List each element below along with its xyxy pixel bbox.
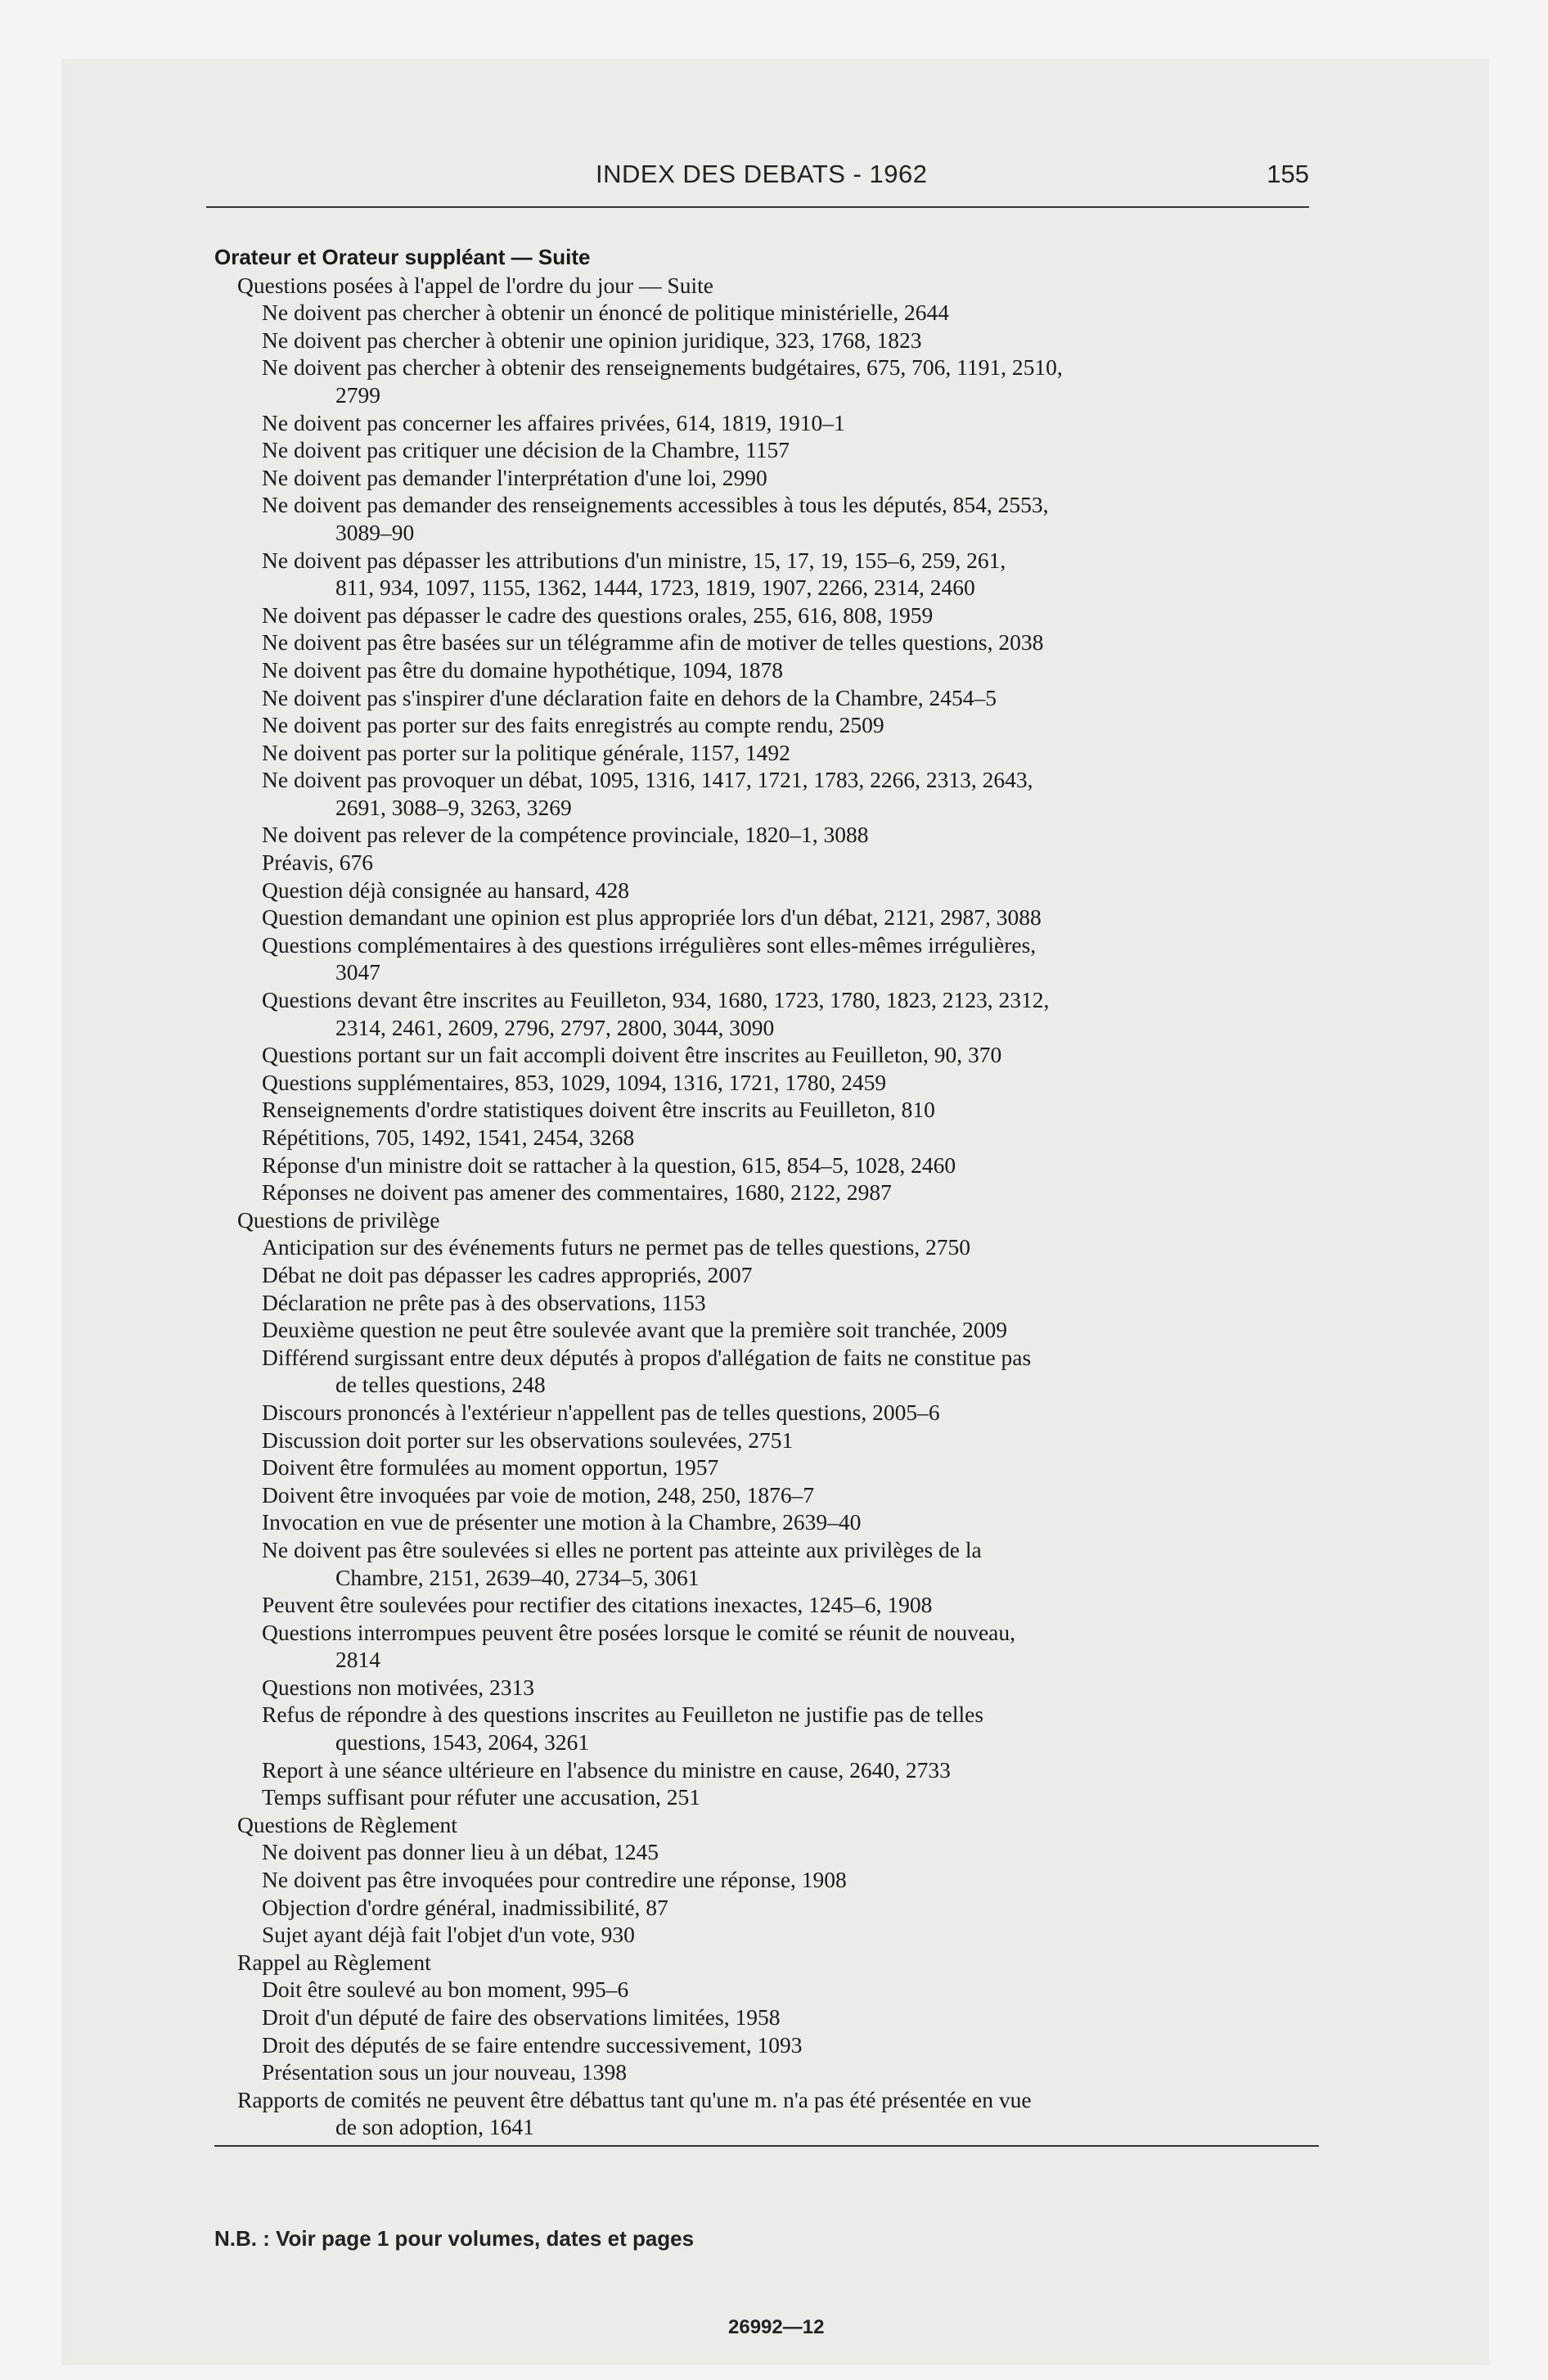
index-entry: Préavis, 676	[262, 850, 373, 876]
printer-code: 26992—12	[728, 2316, 825, 2338]
index-entry: Ne doivent pas dépasser les attributions d'un ministre, 15, 17, 19, 155–6, 259, 261,	[262, 547, 1006, 573]
index-entry: 811, 934, 1097, 1155, 1362, 1444, 1723, 1819, 1907, 2266, 2314, 2460	[335, 575, 975, 601]
index-entry: Sujet ayant déjà fait l'objet d'un vote, 930	[262, 1922, 635, 1948]
index-entry: Objection d'ordre général, inadmissibilité, 87	[262, 1894, 668, 1920]
index-entry: Rapports de comités ne peuvent être débattus tant qu'une m. n'a pas été présentée en vue	[237, 2086, 1032, 2112]
page-number: 155	[1267, 160, 1309, 188]
index-entry: Ne doivent pas porter sur des faits enregistrés au compte rendu, 2509	[262, 712, 884, 738]
index-entry: Ne doivent pas demander l'interprétation d'une loi, 2990	[262, 464, 767, 490]
index-entry: Réponses ne doivent pas amener des commentaires, 1680, 2122, 2987	[262, 1179, 892, 1206]
page-header	[196, 160, 1309, 202]
index-entry: Ne doivent pas critiquer une décision de la Chambre, 1157	[262, 437, 790, 463]
index-entry: Questions de Règlement	[237, 1811, 457, 1837]
index-entry: de telles questions, 248	[335, 1372, 546, 1398]
footnote: N.B. : Voir page 1 pour volumes, dates et pages	[214, 2226, 695, 2251]
index-entry: Ne doivent pas s'inspirer d'une déclaration faite en dehors de la Chambre, 2454–5	[262, 684, 997, 710]
index-entry: Questions non motivées, 2313	[262, 1674, 535, 1700]
index-entry: Réponse d'un ministre doit se rattacher à la question, 615, 854–5, 1028, 2460	[262, 1152, 956, 1178]
index-entry: Ne doivent pas porter sur la politique générale, 1157, 1492	[262, 739, 790, 765]
index-entry: Questions devant être inscrites au Feuilleton, 934, 1680, 1723, 1780, 1823, 2123, 2312,	[262, 987, 1050, 1013]
index-entries	[214, 244, 1337, 2141]
index-entry: Différend surgissant entre deux députés à propos d'allégation de faits ne constitue pas	[262, 1344, 1032, 1370]
index-entry: Ne doivent pas provoquer un débat, 1095, 1316, 1417, 1721, 1783, 2266, 2313, 2643,	[262, 767, 1033, 793]
index-entry: Rappel au Règlement	[237, 1949, 431, 1975]
index-entry: Temps suffisant pour réfuter une accusation, 251	[262, 1784, 700, 1810]
header-rule	[206, 206, 1309, 208]
index-entry: Doivent être formulées au moment opportun, 1957	[262, 1454, 719, 1481]
footer-rule	[214, 2145, 1319, 2147]
index-entry: Report à une séance ultérieure en l'absence du ministre en cause, 2640, 2733	[262, 1756, 951, 1783]
index-entry: Ne doivent pas chercher à obtenir une opinion juridique, 323, 1768, 1823	[262, 327, 922, 353]
index-entry: Questions interrompues peuvent être posées lorsque le comité se réunit de nouveau,	[262, 1619, 1015, 1645]
index-entry: 2314, 2461, 2609, 2796, 2797, 2800, 3044, 3090	[335, 1014, 775, 1040]
index-entry: questions, 1543, 2064, 3261	[335, 1729, 590, 1756]
index-entry: Questions supplémentaires, 853, 1029, 1094, 1316, 1721, 1780, 2459	[262, 1069, 887, 1095]
index-entry: Chambre, 2151, 2639–40, 2734–5, 3061	[335, 1564, 700, 1590]
index-entry: Droit d'un député de faire des observations limitées, 1958	[262, 2004, 781, 2030]
index-entry: Ne doivent pas dépasser le cadre des questions orales, 255, 616, 808, 1959	[262, 602, 934, 628]
index-entry: de son adoption, 1641	[335, 2114, 534, 2140]
running-title: INDEX DES DEBATS - 1962	[596, 160, 928, 188]
index-entry: Questions de privilège	[237, 1206, 440, 1233]
index-entry: Présentation sous un jour nouveau, 1398	[262, 2059, 628, 2085]
index-entry: 2799	[335, 381, 380, 408]
index-entry: Ne doivent pas chercher à obtenir des renseignements budgétaires, 675, 706, 1191, 2510,	[262, 354, 1063, 381]
index-entry: Ne doivent pas être basées sur un télégramme afin de motiver de telles questions, 2038	[262, 629, 1044, 656]
index-entry: Ne doivent pas concerner les affaires privées, 614, 1819, 1910–1	[262, 409, 845, 435]
index-entry: Doit être soulevé au bon moment, 995–6	[262, 1977, 629, 2003]
index-entry: Question demandant une opinion est plus appropriée lors d'un débat, 2121, 2987, 3088	[262, 904, 1042, 931]
index-entry: Questions complémentaires à des questions irrégulières sont elles-mêmes irrégulières,	[262, 931, 1037, 958]
index-entry: Discours prononcés à l'extérieur n'appellent pas de telles questions, 2005–6	[262, 1399, 940, 1425]
index-entry: Ne doivent pas chercher à obtenir un énoncé de politique ministérielle, 2644	[262, 300, 949, 326]
index-entry: Doivent être invoquées par voie de motion, 248, 250, 1876–7	[262, 1481, 815, 1508]
index-entry: Question déjà consignée au hansard, 428	[262, 877, 630, 903]
index-entry: Peuvent être soulevées pour rectifier des citations inexactes, 1245–6, 1908	[262, 1592, 933, 1618]
index-entry: 2691, 3088–9, 3263, 3269	[335, 794, 572, 820]
index-entry: Déclaration ne prête pas à des observations, 1153	[262, 1289, 706, 1315]
index-entry: Débat ne doit pas dépasser les cadres appropriés, 2007	[262, 1261, 753, 1287]
index-entry: Répétitions, 705, 1492, 1541, 2454, 3268	[262, 1125, 635, 1150]
index-entry: Discussion doit porter sur les observations soulevées, 2751	[262, 1427, 794, 1453]
index-entry: Renseignements d'ordre statistiques doivent être inscrits au Feuilleton, 810	[262, 1097, 935, 1123]
index-entry: 3089–90	[335, 519, 415, 545]
index-entry: Deuxième question ne peut être soulevée avant que la première soit tranchée, 2009	[262, 1317, 1007, 1343]
index-entry: Ne doivent pas relever de la compétence provinciale, 1820–1, 3088	[262, 822, 869, 848]
index-entry: Ne doivent pas demander des renseignements accessibles à tous les députés, 854, 2553,	[262, 492, 1049, 518]
index-entry: Questions posées à l'appel de l'ordre du jour — Suite	[237, 272, 713, 298]
index-entry: Ne doivent pas être invoquées pour contredire une réponse, 1908	[262, 1867, 847, 1893]
index-heading: Orateur et Orateur suppléant — Suite	[214, 245, 591, 269]
index-entry: Ne doivent pas être du domaine hypothétique, 1094, 1878	[262, 656, 783, 683]
index-entry: 3047	[335, 959, 380, 985]
index-entry: Ne doivent pas être soulevées si elles ne portent pas atteinte aux privilèges de la	[262, 1536, 982, 1562]
index-entry: Droit des députés de se faire entendre successivement, 1093	[262, 2031, 803, 2058]
index-entry: Refus de répondre à des questions inscrites au Feuilleton ne justifie pas de telles	[262, 1702, 984, 1728]
index-entry: Anticipation sur des événements futurs ne permet pas de telles questions, 2750	[262, 1234, 971, 1260]
index-entry: Questions portant sur un fait accompli doivent être inscrites au Feuilleton, 90, 370	[262, 1042, 1002, 1068]
index-entry: Invocation en vue de présenter une motion à la Chambre, 2639–40	[262, 1509, 862, 1535]
index-entry: Ne doivent pas donner lieu à un débat, 1245	[262, 1839, 659, 1865]
index-entry: 2814	[335, 1647, 380, 1673]
